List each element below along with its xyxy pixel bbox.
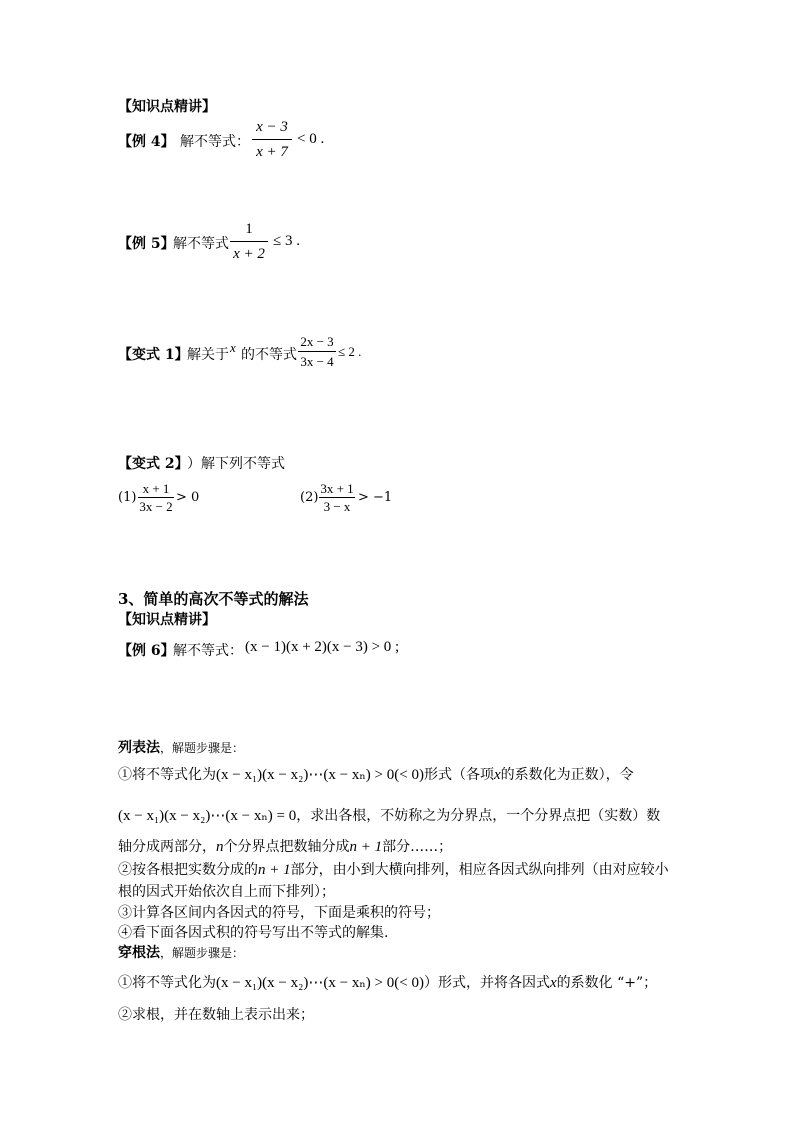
example-5-tail: ≤ 3 . bbox=[273, 233, 300, 249]
root-step-1 bbox=[118, 972, 657, 992]
variation-2-text: ）解下列不等式 bbox=[187, 456, 285, 472]
example-6-label: 【例 6】 bbox=[118, 643, 175, 659]
step-text: ）形式，并将各因式 bbox=[423, 975, 550, 991]
step-expression: n + 1 bbox=[258, 862, 291, 878]
variation-1-fraction bbox=[298, 334, 336, 370]
table-step-1-line-1 bbox=[118, 764, 634, 784]
variation-1-text-a: 解关于 bbox=[187, 347, 229, 363]
table-step-3: ③计算各区间内各因式的符号，下面是乘积的符号； bbox=[118, 905, 440, 921]
step-expression: n + 1 bbox=[349, 839, 383, 855]
part-2-fraction bbox=[319, 481, 355, 515]
table-step-1-line-3 bbox=[118, 836, 452, 856]
table-step-1-line-2 bbox=[118, 805, 660, 825]
example-5-text: 解不等式 bbox=[173, 236, 229, 252]
step-variable: n bbox=[216, 839, 224, 855]
fraction-numerator: x + 1 bbox=[142, 481, 170, 496]
knowledge-header: 【知识点精讲】 bbox=[118, 99, 216, 115]
fraction-numerator: 2x − 3 bbox=[300, 334, 334, 349]
step-variable: x bbox=[493, 767, 501, 783]
root-method-subtitle: ，解题步骤是： bbox=[160, 946, 245, 960]
example-4-tail: < 0 . bbox=[297, 131, 325, 147]
variation-1-text-b: 的不等式 bbox=[241, 347, 297, 363]
part-2-index: (2) bbox=[300, 490, 319, 505]
section-3-header: 【知识点精讲】 bbox=[118, 612, 216, 628]
step-text: ①将不等式化为 bbox=[118, 975, 216, 991]
step-expression: (x − x₁)(x − x₂)⋯(x − xₙ) > 0(< 0) bbox=[216, 975, 424, 991]
example-4-text: 解不等式： bbox=[180, 134, 250, 150]
root-method-title: 穿根法 bbox=[118, 945, 160, 961]
step-expression: (x − x₁)(x − x₂)⋯(x − xₙ) > 0(< 0) bbox=[216, 767, 424, 783]
step-variable: x bbox=[549, 975, 557, 991]
step-text: 的系数化 “+”； bbox=[556, 975, 658, 991]
step-text: 形式（各项 bbox=[423, 767, 494, 783]
example-5-label: 【例 5】 bbox=[118, 236, 175, 252]
example-6-expression: (x − 1)(x + 2)(x − 3) > 0 ; bbox=[245, 639, 400, 655]
table-step-4: ④看下面各因式积的符号写出不等式的解集. bbox=[118, 925, 389, 941]
fraction-denominator: 3 − x bbox=[323, 499, 351, 514]
fraction-numerator: 3x + 1 bbox=[320, 481, 354, 496]
step-text: 轴分成两部分， bbox=[118, 839, 216, 855]
step-text: 个分界点把数轴分成 bbox=[223, 839, 350, 855]
table-step-2-line-1 bbox=[118, 859, 669, 879]
variation-1-label: 【变式 1】 bbox=[118, 347, 189, 363]
step-text: 部分，由小到大横向排列，相应各因式纵向排列（由对应较小 bbox=[290, 862, 669, 878]
part-1-fraction bbox=[138, 481, 174, 515]
example-4-fraction bbox=[252, 119, 292, 161]
part-1-tail: > 0 bbox=[176, 490, 200, 505]
fraction-denominator: x + 2 bbox=[233, 246, 265, 262]
root-step-2: ②求根，并在数轴上表示出来； bbox=[118, 1007, 314, 1023]
part-1-index: (1) bbox=[118, 490, 137, 505]
example-6-text: 解不等式： bbox=[173, 643, 243, 659]
fraction-denominator: 3x − 2 bbox=[139, 499, 173, 514]
fraction-denominator: x + 7 bbox=[256, 144, 288, 160]
part-2-tail: > −1 bbox=[358, 490, 393, 505]
step-text: 部分……； bbox=[382, 839, 453, 855]
fraction-denominator: 3x − 4 bbox=[300, 354, 334, 369]
variation-1-tail: ≤ 2 . bbox=[338, 344, 362, 359]
fraction-numerator: 1 bbox=[245, 221, 253, 237]
example-5-fraction bbox=[230, 221, 268, 263]
table-method-subtitle: ，解题步骤是： bbox=[160, 741, 245, 755]
fraction-numerator: x − 3 bbox=[256, 119, 288, 135]
step-text: 的系数化为正数），令 bbox=[500, 767, 634, 783]
root-method-heading bbox=[118, 942, 244, 962]
step-text: ①将不等式化为 bbox=[118, 767, 216, 783]
step-text: ，求出各根，不妨称之为分界点，一个分界点把（实数）数 bbox=[296, 808, 661, 824]
section-3-title: 3、简单的高次不等式的解法 bbox=[118, 590, 309, 608]
example-4-label: 【例 4】 bbox=[118, 134, 175, 150]
table-method-heading bbox=[118, 737, 244, 757]
table-step-2-line-2: 根的因式开始依次自上而下排列）； bbox=[118, 884, 335, 900]
variation-1-var: x bbox=[230, 340, 236, 355]
variation-2-label: 【变式 2】 bbox=[118, 456, 189, 472]
step-text: ②按各根把实数分成的 bbox=[118, 862, 258, 878]
table-method-title: 列表法 bbox=[118, 740, 160, 756]
step-expression: (x − x₁)(x − x₂)⋯(x − xₙ) = 0 bbox=[118, 808, 297, 824]
